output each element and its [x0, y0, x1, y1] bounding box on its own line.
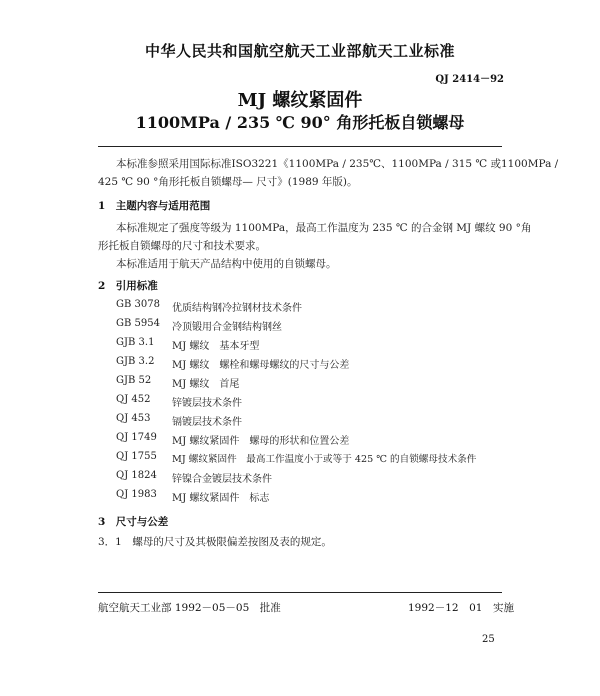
reference-title: MJ 螺纹紧固件 最高工作温度小于或等于 425 ℃ 的自锁螺母技术条件	[172, 454, 477, 465]
reference-code: QJ 1983	[116, 489, 157, 500]
reference-code: GJB 52	[116, 375, 152, 386]
reference-code: GJB 3.2	[116, 356, 155, 367]
section-1-para-2: 本标准适用于航天产品结构中使用的自锁螺母。	[116, 258, 337, 270]
section-1-heading: 1 主题内容与适用范围	[98, 200, 211, 212]
reference-code: QJ 452	[116, 394, 151, 405]
title-divider-rule	[98, 146, 502, 147]
section-1-para-1-line-2: 形托板自锁螺母的尺寸和技术要求。	[98, 240, 266, 252]
reference-code: QJ 1755	[116, 451, 157, 462]
intro-line-1: 本标准参照采用国际标准ISO3221《1100MPa / 235℃、1100MPa / 315 ℃ 或1100MPa /	[116, 158, 559, 170]
reference-title: MJ 螺纹 螺栓和螺母螺纹的尺寸与公差	[172, 360, 350, 371]
approval-date: 航空航天工业部 1992－05－05 批准	[98, 602, 281, 614]
reference-title: 锌镍合金镀层技术条件	[172, 474, 272, 485]
section-3-heading: 3 尺寸与公差	[98, 516, 169, 528]
reference-title: 冷顶锻用合金钢结构钢丝	[172, 322, 282, 333]
intro-line-2: 425 ℃ 90 °角形托板自锁螺母— 尺寸》(1989 年版)。	[98, 176, 358, 188]
reference-title: 镉镀层技术条件	[172, 417, 242, 428]
reference-title: MJ 螺纹紧固件 标志	[172, 493, 270, 504]
document-title-line-2: 1100MPa / 235 ℃ 90° 角形托板自锁螺母	[135, 113, 465, 132]
reference-code: QJ 1824	[116, 470, 157, 481]
document-title-line-1: MJ 螺纹紧固件	[237, 90, 363, 111]
reference-code: GB 3078	[116, 299, 160, 310]
page-number: 25	[482, 634, 495, 645]
reference-code: GB 5954	[116, 318, 160, 329]
reference-title: 优质结构钢冷拉钢材技术条件	[172, 303, 302, 314]
implementation-date: 1992－12 01 实施	[408, 602, 514, 614]
reference-title: MJ 螺纹 基本牙型	[172, 341, 260, 352]
reference-code: QJ 453	[116, 413, 151, 424]
reference-code: QJ 1749	[116, 432, 157, 443]
footer-divider-rule	[98, 592, 502, 593]
section-1-para-1-line-1: 本标准规定了强度等级为 1100MPa，最高工作温度为 235 ℃ 的合金钢 MJ 螺纹 90 °角	[116, 222, 532, 234]
section-2-heading: 2 引用标准	[98, 280, 158, 292]
section-3-1-text: 3．1 螺母的尺寸及其极限偏差按图及表的规定。	[98, 536, 332, 548]
reference-code: GJB 3.1	[116, 337, 155, 348]
reference-title: MJ 螺纹 首尾	[172, 379, 240, 390]
reference-title: 锌镀层技术条件	[172, 398, 242, 409]
reference-title: MJ 螺纹紧固件 螺母的形状和位置公差	[172, 436, 350, 447]
issuing-authority-header: 中华人民共和国航空航天工业部航天工业标准	[144, 42, 455, 60]
standard-number: QJ 2414－92	[435, 74, 504, 85]
